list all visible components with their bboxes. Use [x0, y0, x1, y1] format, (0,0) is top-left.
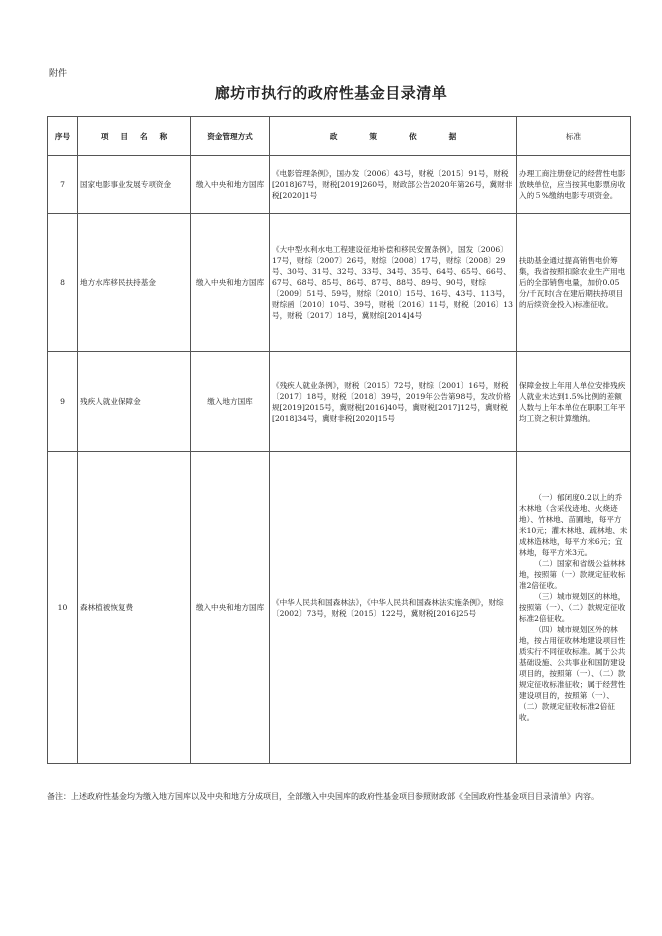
row-name: 地方水库移民扶持基金 [78, 214, 191, 352]
header-management: 资金管理方式 [191, 117, 270, 156]
row-basis: 《电影管理条例》，国办发〔2006〕43号，财税〔2015〕91号，财税[2018]67号，财税[2019]260号，财政部公告2020年第26号，冀财非税[2020]1号 [270, 156, 517, 214]
fund-table [47, 116, 631, 764]
standard-paragraph: （四）城市规划区外的林地，按占用征收林地建设项目性质实行不同征收标准。属于公共基础设施、公共事业和国防建设项目的，按照第（一）、（二）款规定征收标准征收；属于经营性建设项目的，按照第（一）、（二）款规定征收标准2倍征收。 [519, 625, 626, 722]
row-standard [517, 452, 631, 764]
header-basis: 政 策 依 据 [270, 117, 517, 156]
row-basis: 《残疾人就业条例》，财税〔2015〕72号，财综〔2001〕16号，财税〔2017〕18号，财税〔2018〕39号，2019年公告第98号，发改价格规[2019]2015号，冀财税[2016]40号，冀财税[2017]12号，冀财税[2018]34号，冀财非税[2020]15号 [270, 352, 517, 452]
row-standard: 办理工商注册登记的经营性电影放映单位，应当按其电影票房收入的５%缴纳电影专项资金。 [517, 156, 631, 214]
row-no: 7 [48, 156, 78, 214]
row-basis: 《大中型水利水电工程建设征地补偿和移民安置条例》，国发〔2006〕17号，财综〔2007〕26号，财综〔2008〕17号，财综〔2008〕29号、30号、31号、32号、33号、34号、35号、64号、65号、66号、67号、68号、85号、86号、87号、88号、89号、90号，财综〔2009〕51号、59号，财综〔2010〕15号、16号、43号、113号，财综函〔2010〕10号、39号，财税〔2016〕11号，财税〔2016〕13号，财税〔2017〕18号，冀财综[2014]4号 [270, 214, 517, 352]
attachment-label: 附件 [49, 69, 68, 79]
row-no: 10 [48, 452, 78, 764]
row-basis: 《中华人民共和国森林法》，《中华人民共和国森林法实施条例》，财综〔2002〕73号，财税〔2015〕122号，冀财税[2016]25号 [270, 452, 517, 764]
standard-paragraph: （二）国家和省级公益林林地，按照第（一）款规定征收标准2倍征收。 [519, 559, 626, 590]
table-row [48, 214, 631, 352]
table-row [48, 156, 631, 214]
row-no: 9 [48, 352, 78, 452]
table-header-row [48, 117, 631, 156]
page-title: 廊坊市执行的政府性基金目录清单 [214, 84, 448, 102]
row-management: 缴入中央和地方国库 [191, 214, 270, 352]
row-management: 缴入中央和地方国库 [191, 452, 270, 764]
row-standard: 扶助基金通过提高销售电价筹集，我省按照扣除农业生产用电后的全部销售电量，加价0.05分/千瓦时(含在建后期扶持项目的后续资金投入)标准征收。 [517, 214, 631, 352]
footnote: 备注：上述政府性基金均为缴入地方国库以及中央和地方分成项目，全部缴入中央国库的政府性基金项目参照财政部《全国政府性基金项目目录清单》内容。 [47, 792, 599, 801]
table-row [48, 352, 631, 452]
header-name: 项 目 名 称 [78, 117, 191, 156]
standard-paragraph: （一）郁闭度0.2以上的乔木林地（含采伐迹地、火烧迹地）、竹林地、苗圃地，每平方米10元；灌木林地、疏林地、未成林造林地，每平方米6元；宜林地，每平方米3元。 [519, 493, 628, 557]
standard-paragraph: （三）城市规划区的林地，按照第（一）、（二）款规定征收标准2倍征收。 [519, 592, 626, 623]
table-row [48, 452, 631, 764]
row-management: 缴入中央和地方国库 [191, 156, 270, 214]
row-management: 缴入地方国库 [191, 352, 270, 452]
row-standard: 保障金按上年用人单位安排残疾人就业未达到1.5%比例的差额人数与上年本单位在职职工年平均工资之积计算缴纳。 [517, 352, 631, 452]
row-name: 残疾人就业保障金 [78, 352, 191, 452]
header-no: 序号 [48, 117, 78, 156]
header-standard: 标准 [517, 117, 631, 156]
row-name: 国家电影事业发展专项资金 [78, 156, 191, 214]
row-name: 森林植被恢复费 [78, 452, 191, 764]
row-no: 8 [48, 214, 78, 352]
